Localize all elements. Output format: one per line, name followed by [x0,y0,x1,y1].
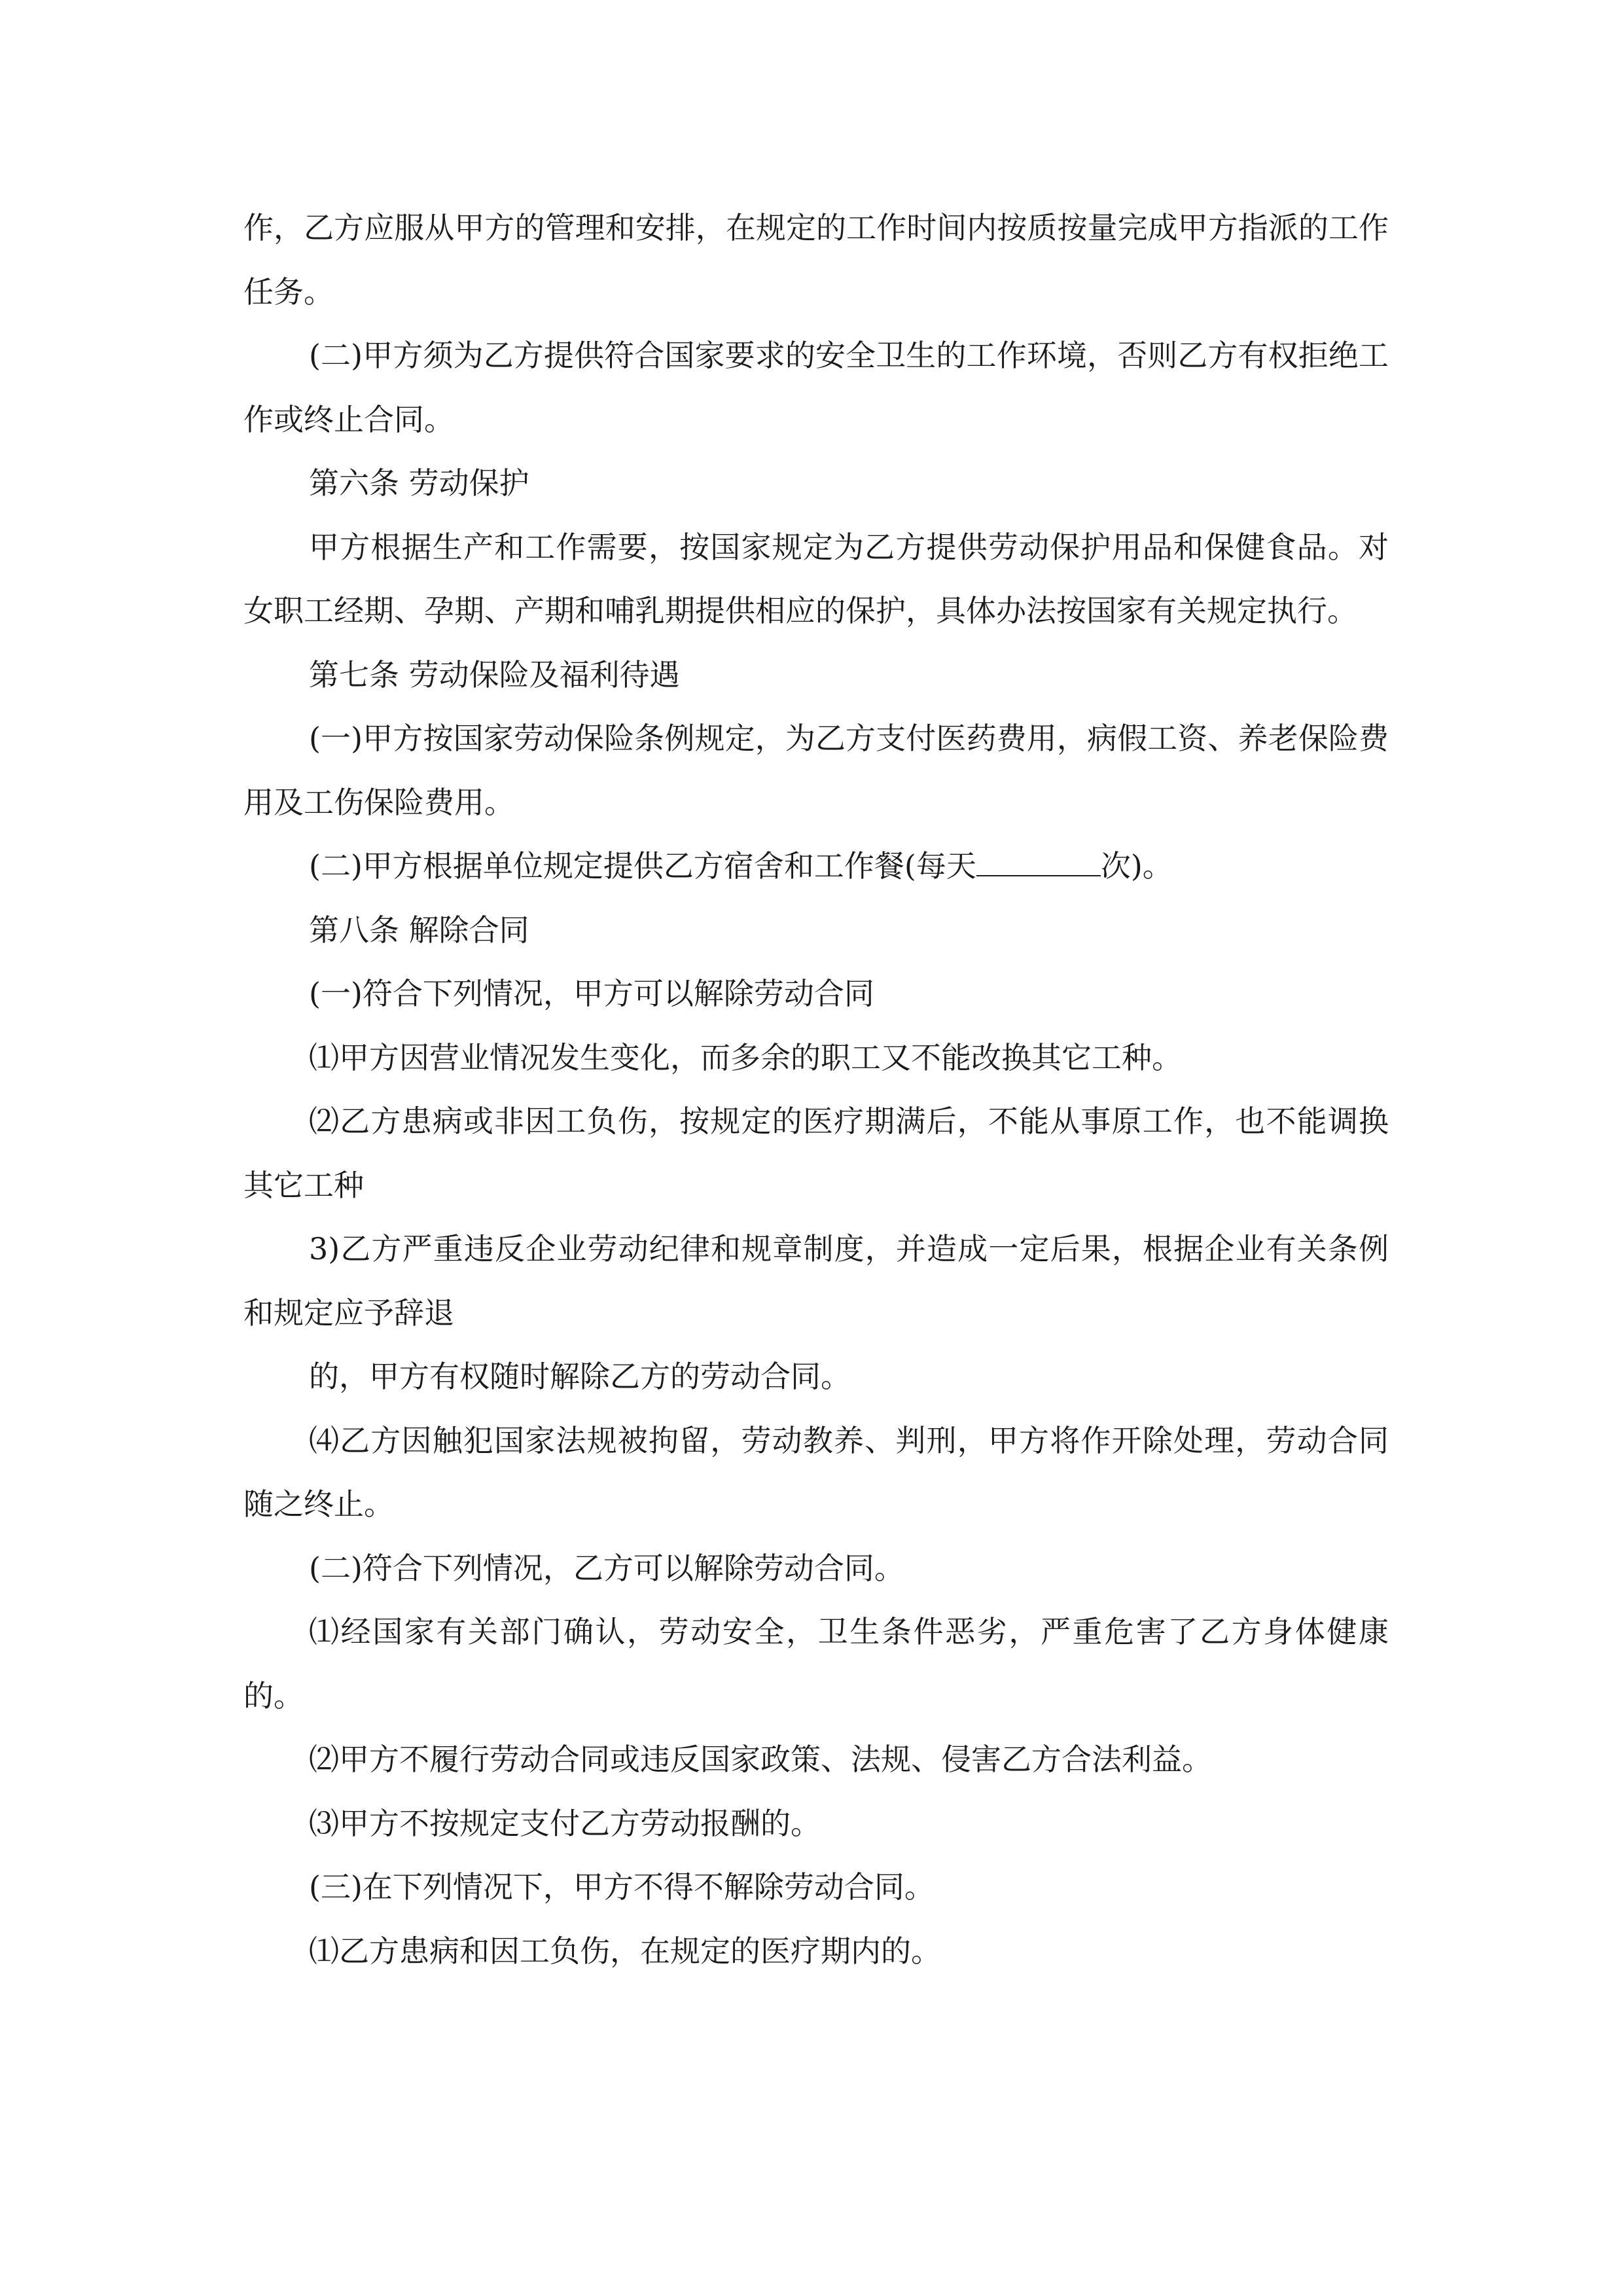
paragraph-no-termination: (三)在下列情况下，甲方不得不解除劳动合同。 [309,1869,935,1905]
list-item-criminal: ⑷乙方因触犯国家法规被拘留，劳动教养、判刑，甲方将作开除处理，劳动合同随之终止。 [243,1422,1389,1522]
paragraph-labor-protection: 甲方根据生产和工作需要，按国家规定为乙方提供劳动保护用品和保健食品。对女职工经期、孕期、产期和哺乳期提供相应的保护，具体办法按国家有关规定执行。 [243,529,1389,628]
meals-text-before: (二)甲方根据单位规定提供乙方宿舍和工作餐(每天 [309,848,976,884]
list-item-unsafe-conditions: ⑴经国家有关部门确认，劳动安全，卫生条件恶劣，严重危害了乙方身体健康的。 [243,1614,1389,1713]
article-8-heading: 第八条 解除合同 [309,912,529,948]
paragraph-insurance: (一)甲方按国家劳动保险条例规定，为乙方支付医药费用，病假工资、养老保险费用及工伤保险费用。 [243,721,1389,820]
list-item-unpaid: ⑶甲方不按规定支付乙方劳动报酬的。 [309,1805,821,1841]
document-body [243,196,1389,1983]
list-item-discipline-continued: 的，甲方有权随时解除乙方的劳动合同。 [309,1359,851,1394]
article-7-heading: 第七条 劳动保险及福利待遇 [309,656,680,692]
list-item-medical-period: ⑴乙方患病和因工负伤，在规定的医疗期内的。 [309,1933,941,1969]
meals-text-after: 次)。 [1100,848,1173,884]
list-item-illness: ⑵乙方患病或非因工负伤，按规定的医疗期满后，不能从事原工作，也不能调换其它工种 [243,1103,1389,1203]
list-item-contract-breach: ⑵甲方不履行劳动合同或违反国家政策、法规、侵害乙方合法利益。 [309,1742,1212,1777]
paragraph-employee-termination: (二)符合下列情况，乙方可以解除劳动合同。 [309,1550,904,1586]
paragraph-employer-termination: (一)符合下列情况，甲方可以解除劳动合同 [309,976,874,1011]
meals-blank-field [976,849,1101,876]
paragraph-dormitory-meals [243,834,1389,899]
list-item-discipline: 3)乙方严重违反企业劳动纪律和规章制度，并造成一定后果，根据企业有关条例和规定应予辞退 [243,1231,1389,1331]
paragraph-continuation: 作，乙方应服从甲方的管理和安排，在规定的工作时间内按质按量完成甲方指派的工作任务。 [243,210,1389,310]
list-item-business-change: ⑴甲方因营业情况发生变化，而多余的职工又不能改换其它工种。 [309,1039,1182,1075]
paragraph-work-environment: (二)甲方须为乙方提供符合国家要求的安全卫生的工作环境，否则乙方有权拒绝工作或终止合同。 [243,338,1389,437]
article-6-heading: 第六条 劳动保护 [309,465,529,501]
